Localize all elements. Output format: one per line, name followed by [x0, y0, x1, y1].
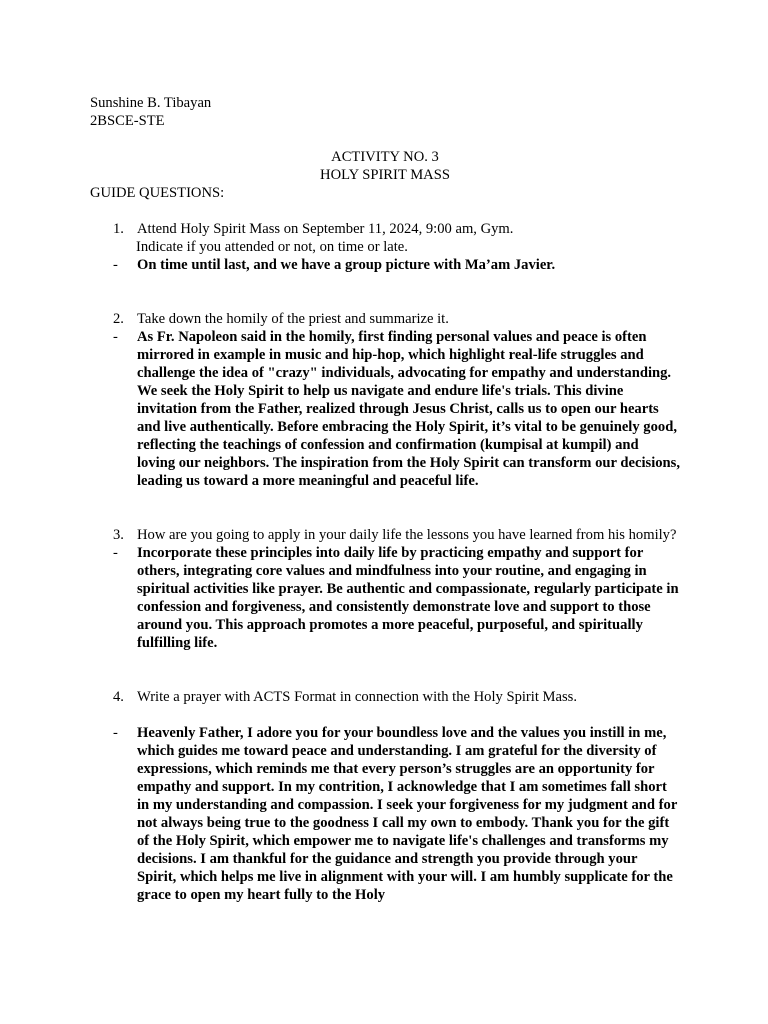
question-4	[90, 688, 680, 706]
answer-dash: -	[113, 257, 118, 273]
answer-1	[90, 256, 680, 274]
question-text: Write a prayer with ACTS Format in connection with the Holy Spirit Mass.	[137, 689, 577, 705]
answer-text: As Fr. Napoleon said in the homily, first finding personal values and peace is often mirrored in example in music and hip-hop, which highlight real-life struggles and challenge the idea of "crazy" individuals, advocating for empathy and understanding. We seek the Holy Spirit to help us navigate and endure life's trials. This divine invitation from the Father, realized through Jesus Christ, calls us to open our hearts and live authentically. Before embracing the Holy Spirit, it’s vital to be genuinely good, reflecting the teachings of confession and confirmation (kumpisal at kumpil) and loving our neighbors. The inspiration from the Holy Spirit can transform our decisions, leading us toward a more meaningful and peaceful life.	[137, 329, 680, 489]
answer-text: Heavenly Father, I adore you for your boundless love and the values you instill in me, which guides me toward peace and understanding. I am grateful for the diversity of expressions, which reminds me that every person’s struggles are an opportunity for empathy and support. In my contrition, I acknowledge that I am sometimes fall short in my understanding and compassion. I seek your forgiveness for my judgment and for not always being true to the goodness I call my own to embody. Thank you for the gift of the Holy Spirit, which empower me to navigate life's challenges and transforms my decisions. I am thankful for the guidance and strength you provide through your Spirit, which helps me live in alignment with your will. I am humbly supplicate for the grace to open my heart fully to the Holy	[137, 725, 678, 903]
answer-dash: -	[113, 329, 118, 345]
answer-3	[90, 544, 680, 652]
question-2	[90, 310, 680, 328]
question-text: How are you going to apply in your daily life the lessons you have learned from his homily?	[137, 527, 677, 543]
spacer	[90, 490, 680, 508]
activity-subtitle: HOLY SPIRIT MASS	[320, 167, 450, 183]
question-3	[90, 526, 680, 544]
spacer	[90, 202, 680, 220]
question-text: Attend Holy Spirit Mass on September 11, 2024, 9:00 am, Gym.	[137, 221, 514, 237]
student-section: 2BSCE-STE	[90, 113, 165, 129]
question-number: 2.	[113, 311, 124, 327]
spacer	[90, 652, 680, 670]
spacer	[90, 274, 680, 292]
answer-dash: -	[113, 725, 118, 741]
question-number: 1.	[113, 221, 124, 237]
question-number: 4.	[113, 689, 124, 705]
spacer	[90, 130, 680, 148]
activity-title: ACTIVITY NO. 3	[331, 149, 439, 165]
spacer	[90, 706, 680, 724]
answer-2	[90, 328, 680, 490]
answer-dash: -	[113, 545, 118, 561]
spacer	[90, 508, 680, 526]
answer-4	[90, 724, 680, 904]
spacer	[90, 670, 680, 688]
question-sub-text: Indicate if you attended or not, on time or late.	[136, 239, 408, 255]
question-1	[90, 220, 680, 238]
question-number: 3.	[113, 527, 124, 543]
guide-questions-label: GUIDE QUESTIONS:	[90, 185, 225, 201]
question-text: Take down the homily of the priest and summarize it.	[137, 311, 449, 327]
spacer	[90, 292, 680, 310]
answer-text: Incorporate these principles into daily life by practicing empathy and support for others, integrating core values and mindfulness into your routine, and engaging in spiritual activities like prayer. Be authentic and compassionate, regularly participate in confession and forgiveness, and consistently demonstrate love and support to those around you. This approach promotes a more peaceful, purposeful, and spiritually fulfilling life.	[137, 545, 679, 651]
student-name: Sunshine B. Tibayan	[90, 95, 212, 111]
answer-text: On time until last, and we have a group picture with Ma’am Javier.	[137, 257, 556, 273]
